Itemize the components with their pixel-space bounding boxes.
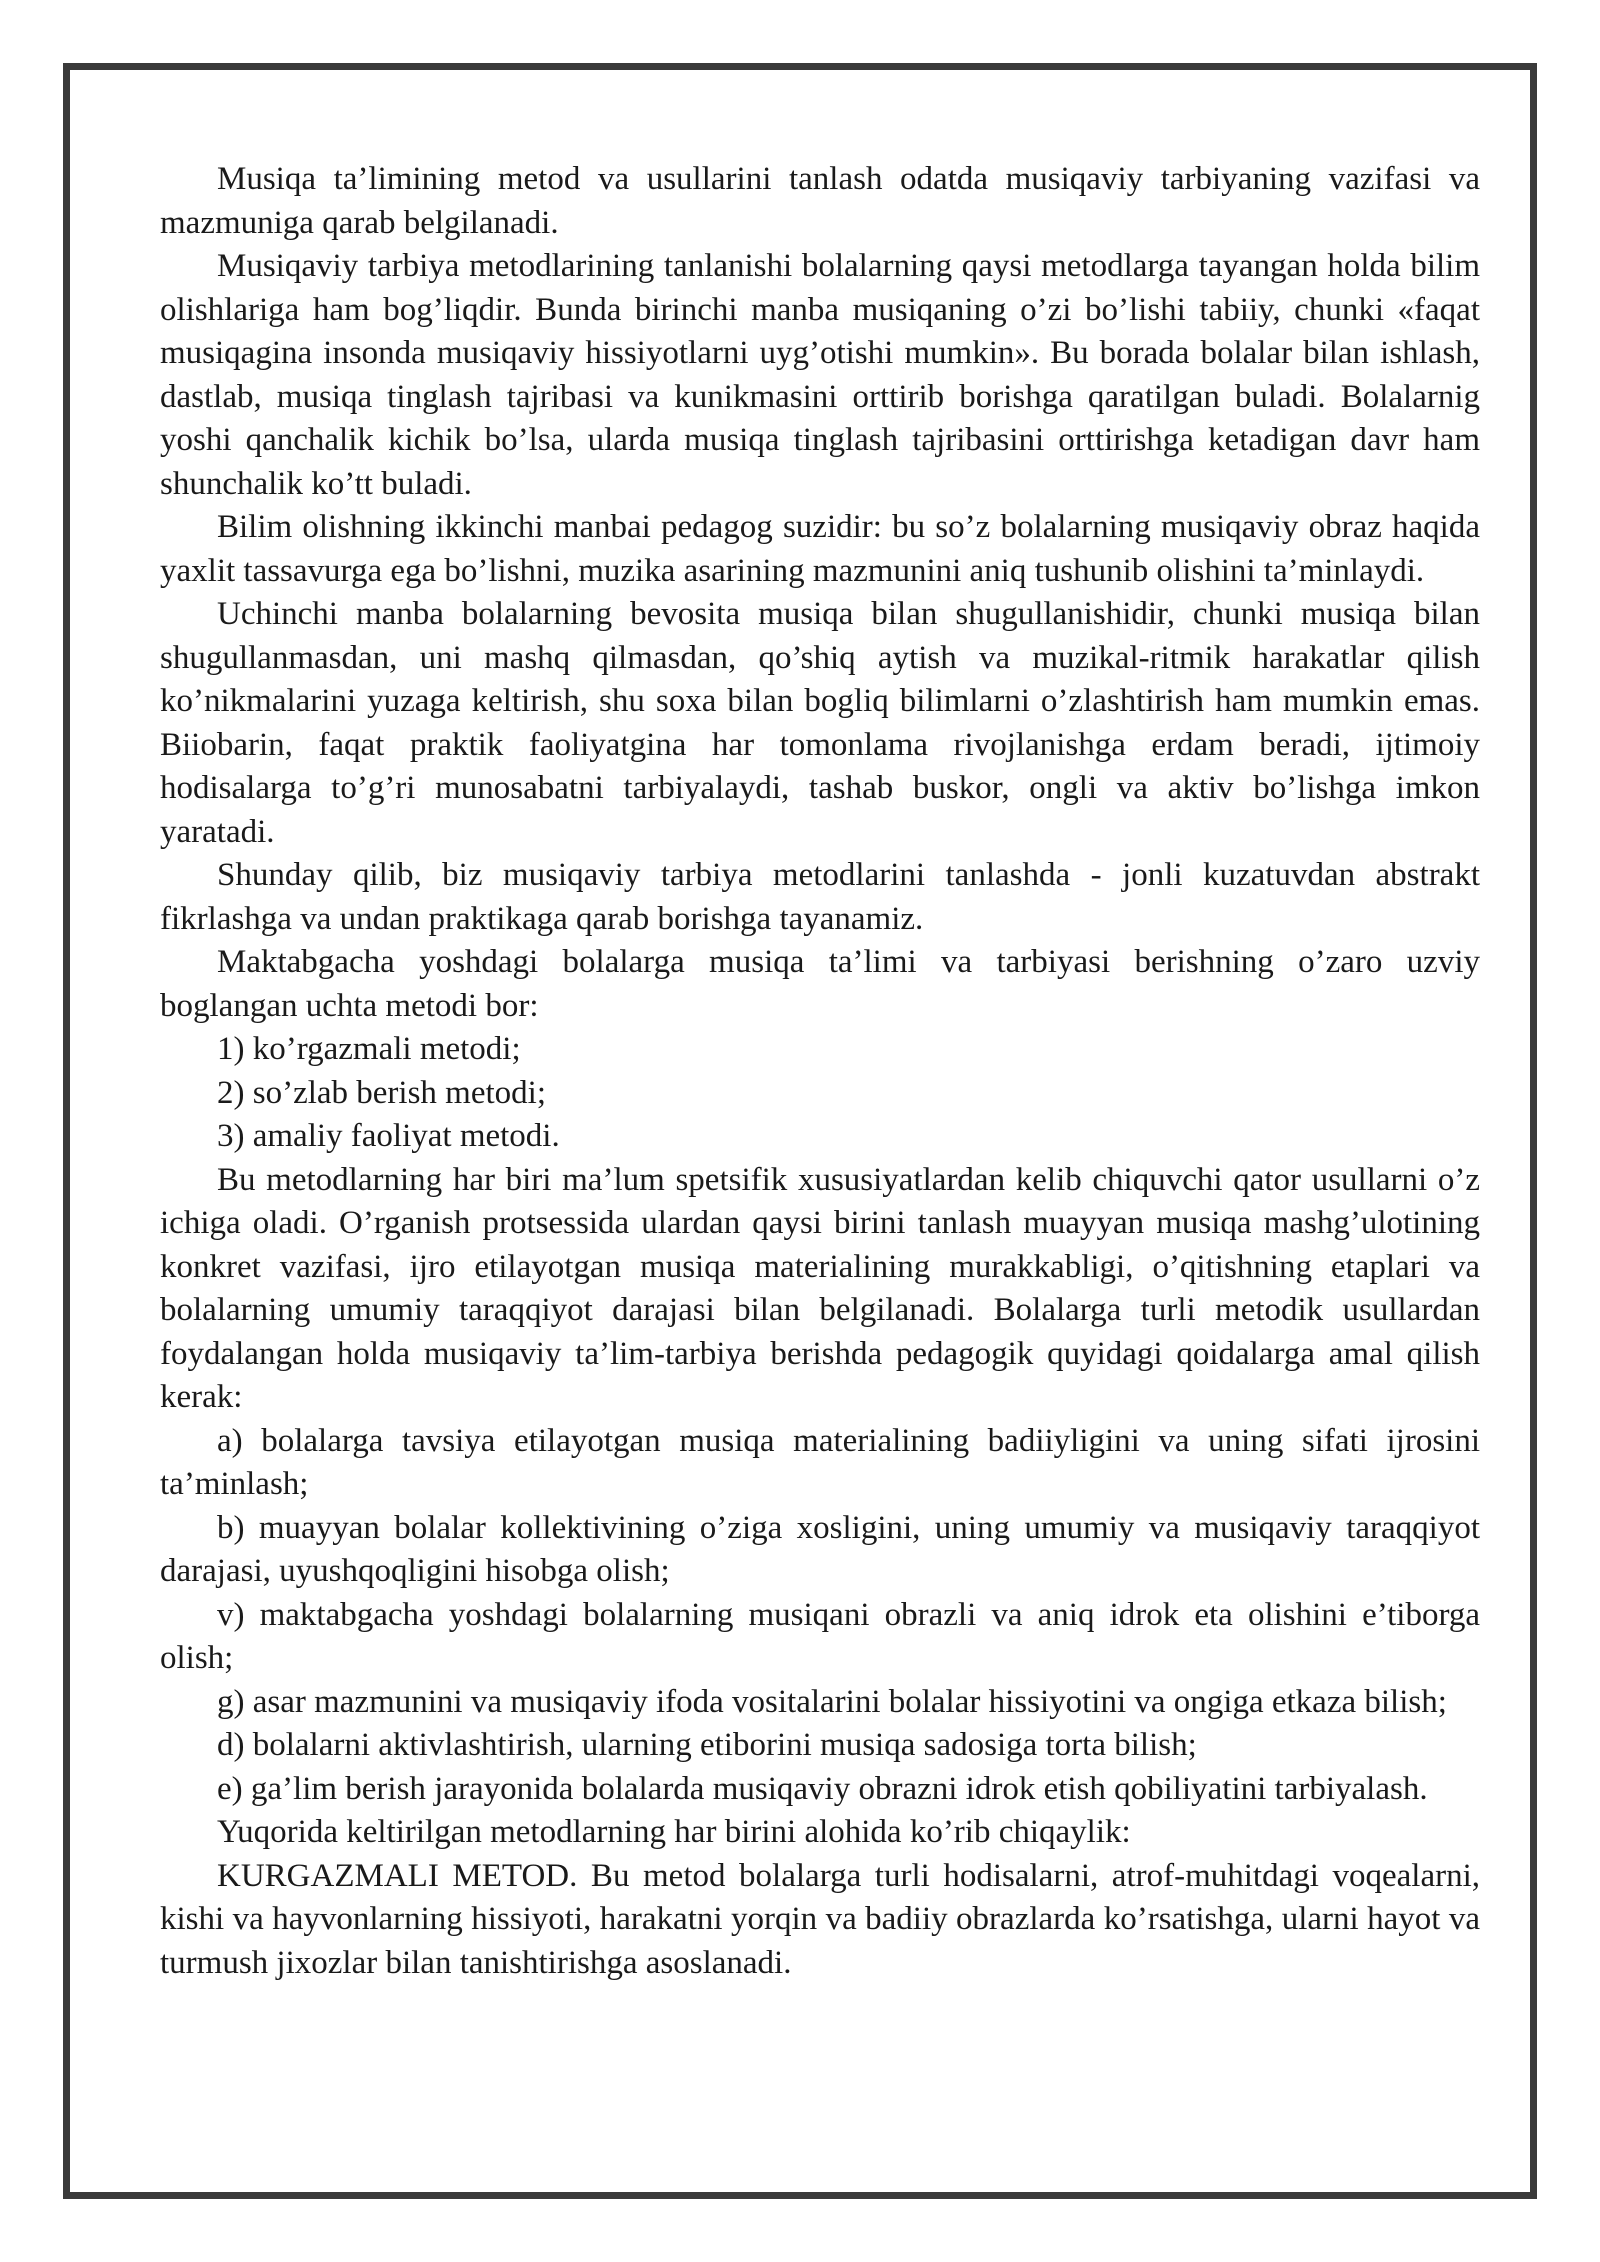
paragraph: KURGAZMALI METOD. Bu metod bolalarga turli hodisalarni, atrof-muhitdagi voqealarni, kishi va hayvonlarning hissiyoti, harakatni yorqin va badiiy obrazlarda ko’rsatishga, ularni hayot va turmush jixozlar bilan tanishtirishga asoslanadi. [160, 1857, 1480, 1981]
list-item: 3) amaliy faoliyat metodi. [217, 1118, 560, 1154]
paragraph: Shunday qilib, biz musiqaviy tarbiya metodlarini tanlashda - jonli kuzatuvdan abstrakt fikrlashga va undan praktikaga qarab borishga tayanamiz. [160, 857, 1480, 937]
list-item: g) asar mazmunini va musiqaviy ifoda vositalarini bolalar hissiyotini va ongiga etkaza bilish; [217, 1683, 1447, 1720]
page-frame [63, 63, 1537, 2199]
list-item: a) bolalarga tavsiya etilayotgan musiqa materialining badiiyligini va uning sifati ijrosini ta’minlash; [160, 1422, 1480, 1502]
paragraph: Bu metodlarning har biri ma’lum spetsifik xususiyatlardan kelib chiquvchi qator usullarni o’z ichiga oladi. O’rganish protsessida ulardan qaysi birini tanlash muayyan musiqa mashg’ulotining konkret vazifasi, ijro etilayotgan musiqa materialining murakkabligi, o’qitishning etaplari va bolalarning umumiy taraqqiyot darajasi bilan belgilanadi. Bolalarga turli metodik usullardan foydalangan holda musiqaviy ta’lim-tarbiya berishda pedagogik quyidagi qoidalarga amal qilish kerak: [160, 1161, 1480, 1415]
list-item: b) muayyan bolalar kollektivining o’ziga xosligini, uning umumiy va musiqaviy taraqqiyot darajasi, uyushqoqligini hisobga olish; [160, 1509, 1480, 1589]
paragraph: Maktabgacha yoshdagi bolalarga musiqa ta’limi va tarbiyasi berishning o’zaro uzviy boglangan uchta metodi bor: [160, 944, 1480, 1024]
paragraph: Musiqaviy tarbiya metodlarining tanlanishi bolalarning qaysi metodlarga tayangan holda bilim olishlariga ham bog’liqdir. Bunda birinchi manba musiqaning o’zi bo’lishi tabiiy, chunki «faqat musiqagina insonda musiqaviy hissiyotlarni uyg’otishi mumkin». Bu borada bolalar bilan ishlash, dastlab, musiqa tinglash tajribasi va kunikmasini orttirib borishga qaratilgan buladi. Bolalarnig yoshi qanchalik kichik bo’lsa, ularda musiqa tinglash tajribasini orttirishga ketadigan davr ham shunchalik ko’tt buladi. [160, 248, 1480, 502]
paragraph: Bilim olishning ikkinchi manbai pedagog suzidir: bu so’z bolalarning musiqaviy obraz haqida yaxlit tassavurga ega bo’lishni, muzika asarining mazmunini aniq tushunib olishini ta’minlaydi. [160, 509, 1480, 589]
list-item: e) ga’lim berish jarayonida bolalarda musiqaviy obrazni idrok etish qobiliyatini tarbiyalash. [217, 1770, 1428, 1807]
list-item: 1) ko’rgazmali metodi; [217, 1031, 521, 1067]
list-item: d) bolalarni aktivlashtirish, ularning etiborini musiqa sadosiga torta bilish; [217, 1727, 1197, 1763]
paragraph: Yuqorida keltirilgan metodlarning har birini alohida ko’rib chiqaylik: [217, 1814, 1131, 1850]
paragraph: Uchinchi manba bolalarning bevosita musiqa bilan shugullanishidir, chunki musiqa bilan shugullanmasdan, uni mashq qilmasdan, qo’shiq aytish va muzikal-ritmik harakatlar qilish ko’nikmalarini yuzaga keltirish, shu soxa bilan bogliq bilimlarni o’zlashtirish ham mumkin emas. Biiobarin, faqat praktik faoliyatgina har tomonlama rivojlanishga erdam beradi, ijtimoiy hodisalarga to’g’ri munosabatni tarbiyalaydi, tashab buskor, ongli va aktiv bo’lishga imkon yaratadi. [160, 596, 1480, 850]
list-item: 2) so’zlab berish metodi; [217, 1074, 547, 1111]
list-item: v) maktabgacha yoshdagi bolalarning musiqani obrazli va aniq idrok eta olishini e’tiborga olish; [160, 1596, 1480, 1676]
paragraph: Musiqa ta’limining metod va usullarini tanlash odatda musiqaviy tarbiyaning vazifasi va mazmuniga qarab belgilanadi. [160, 161, 1480, 241]
document-body [160, 158, 1480, 1985]
